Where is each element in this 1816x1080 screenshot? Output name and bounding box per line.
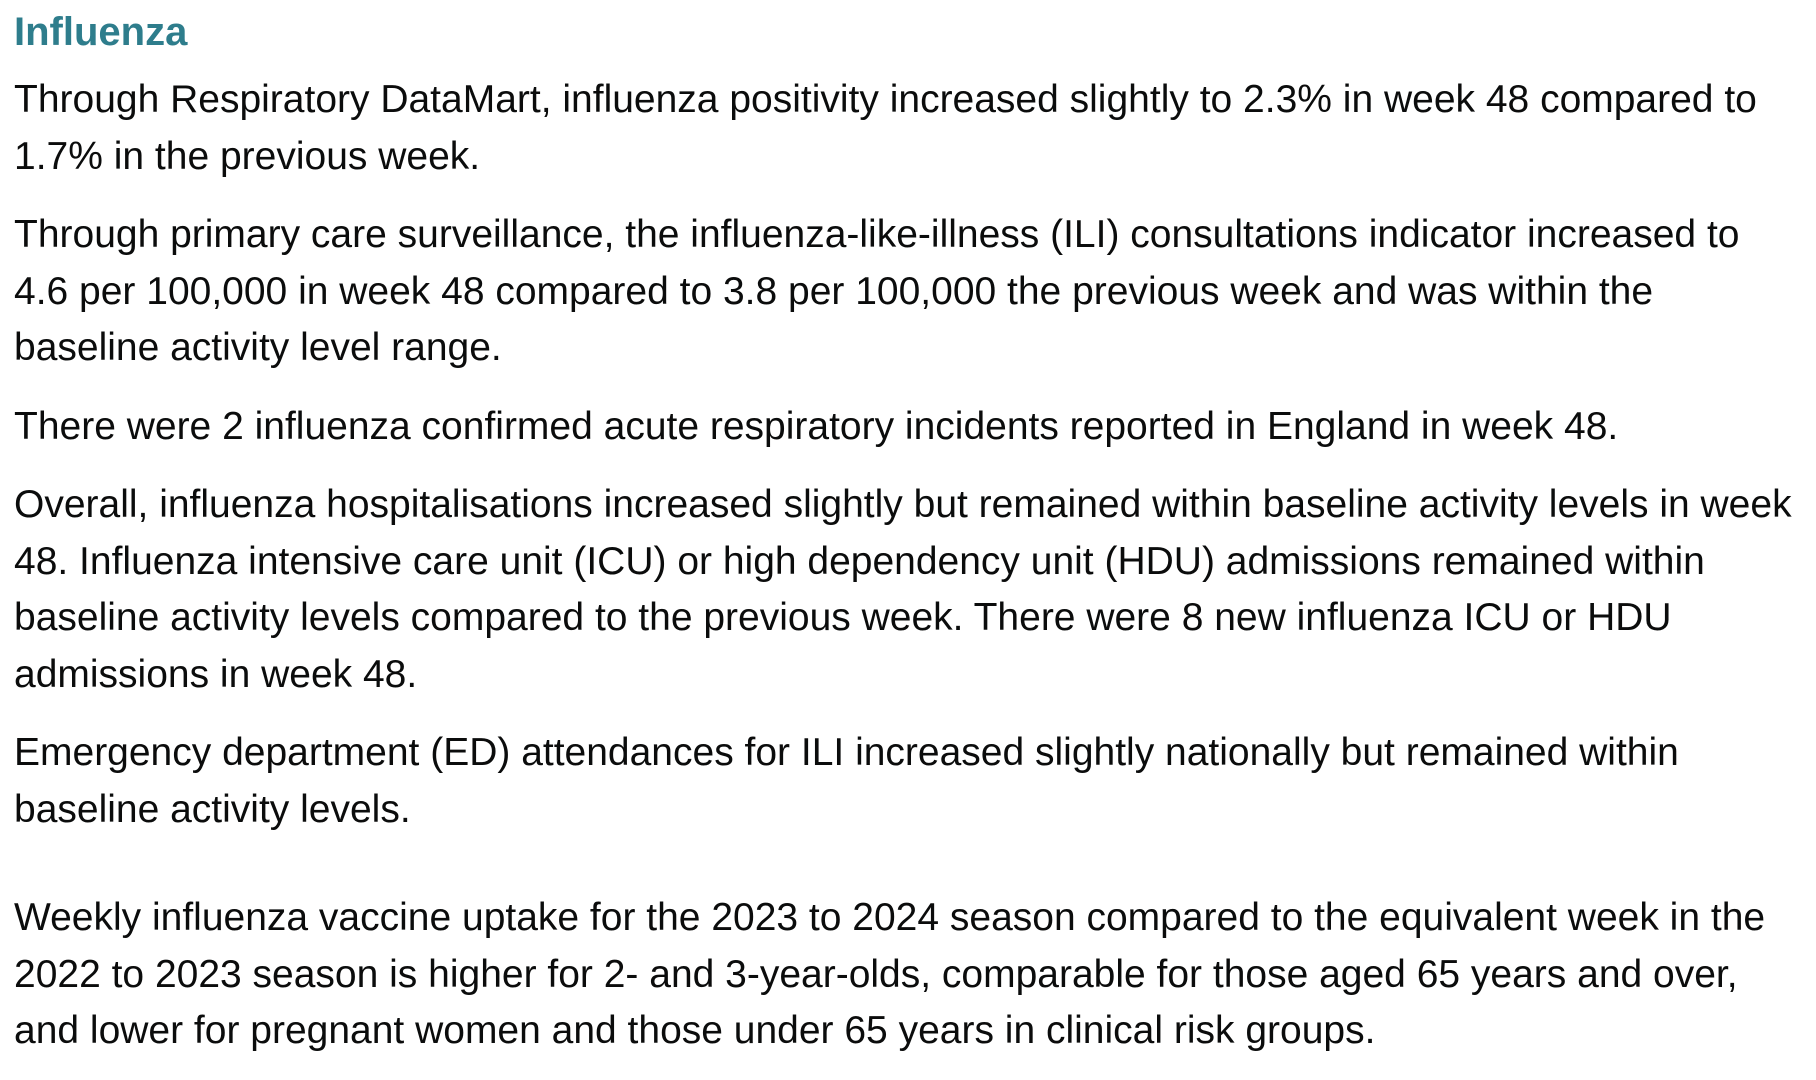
paragraph-emergency-department: Emergency department (ED) attendances for ILI increased slightly nationally but remained within baseline activity levels. [14,731,1679,831]
paragraph-primary-care: Through primary care surveillance, the influenza-like-illness (ILI) consultations indicator increased to 4.6 per 100,000 in week 48 compared to 3.8 per 100,000 the previous week and was within the baseline activity level range. [14,213,1740,369]
section-heading: Influenza [14,10,188,54]
paragraph-incidents: There were 2 influenza confirmed acute respiratory incidents reported in England in week 48. [14,404,1619,448]
paragraph-vaccine-uptake: Weekly influenza vaccine uptake for the 2023 to 2024 season compared to the equivalent week in the 2022 to 2023 season is higher for 2- and 3-year-olds, comparable for those aged 65 years and over, and lower for pregnant women and those under 65 years in clinical risk groups. [14,896,1766,1052]
paragraph-hospitalisations: Overall, influenza hospitalisations increased slightly but remained within baseline activity levels in week 48. Influenza intensive care unit (ICU) or high dependency unit (HDU) admissions remained within baseline activity levels compared to the previous week. There were 8 new influenza ICU or HDU admissions in week 48. [14,483,1792,696]
paragraph-datamart: Through Respiratory DataMart, influenza positivity increased slightly to 2.3% in week 48 compared to 1.7% in the previous week. [14,78,1757,178]
